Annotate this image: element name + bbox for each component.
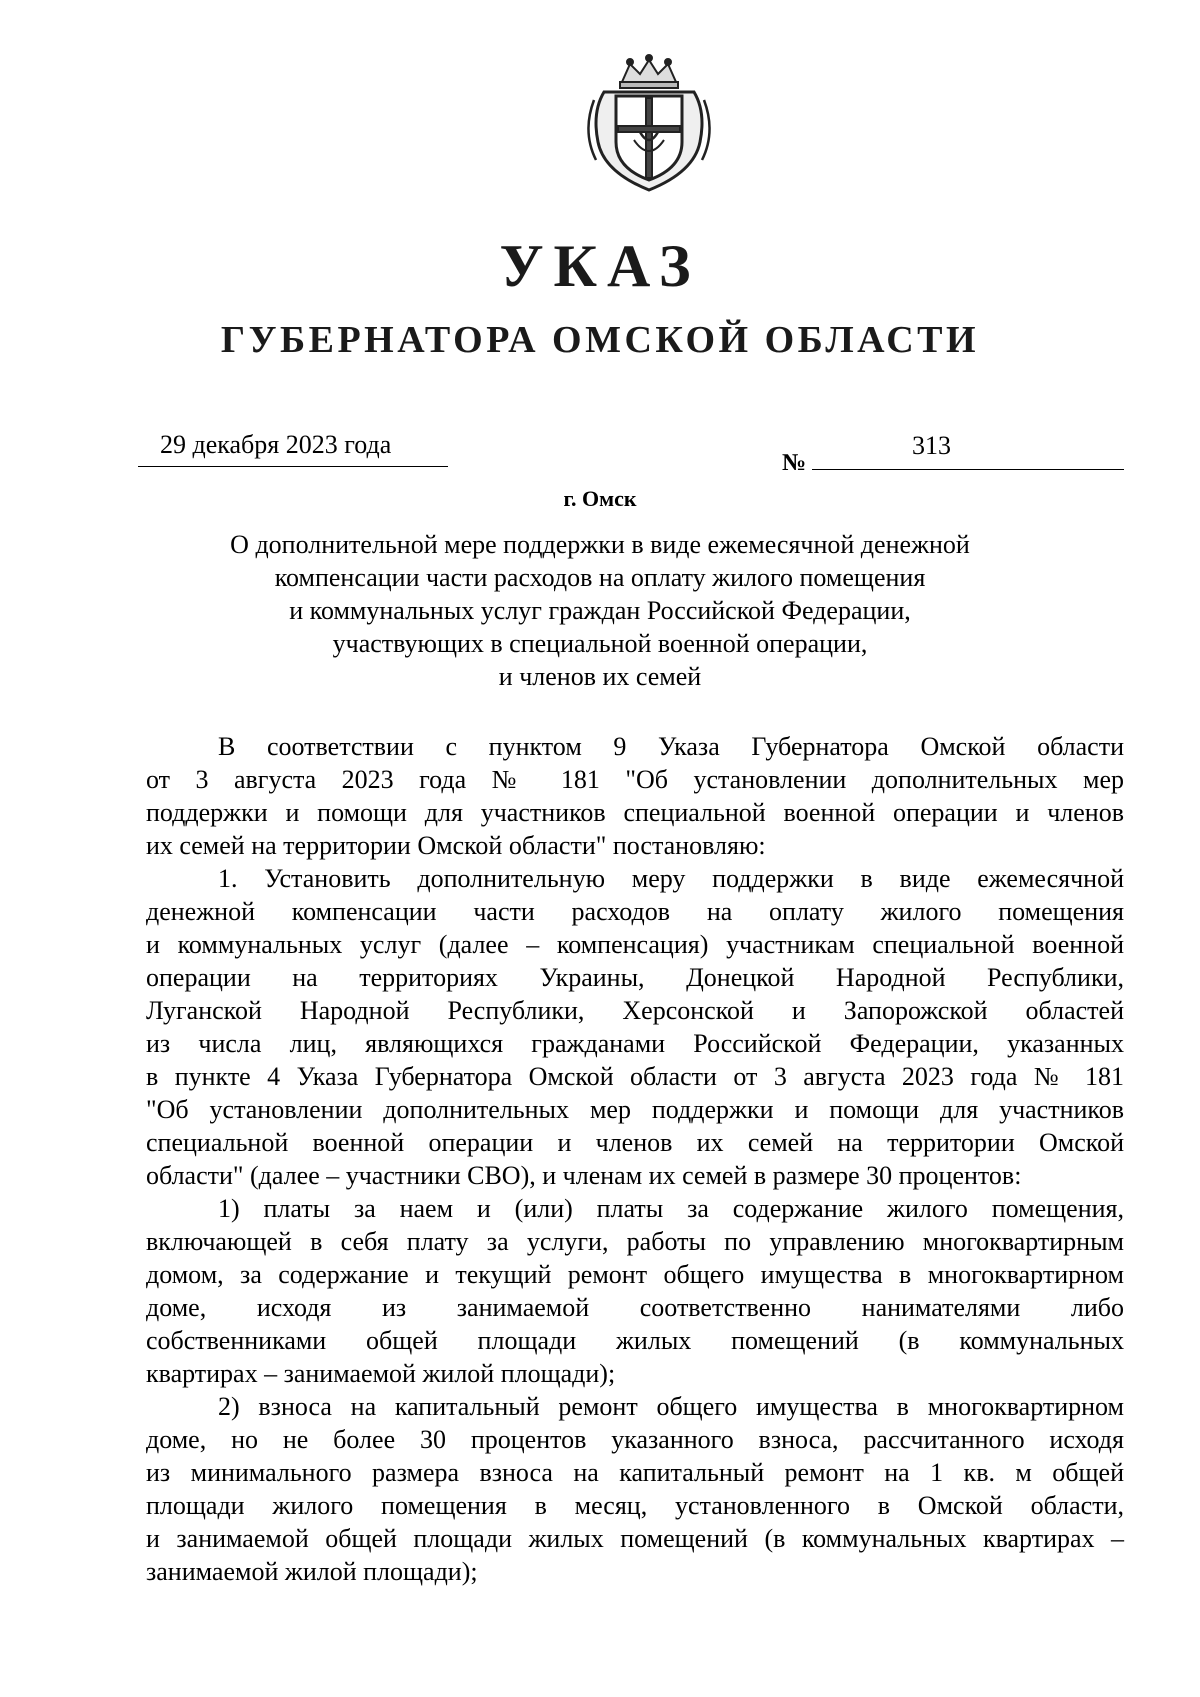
- paragraph-item-1: [146, 862, 1124, 1192]
- document-subtitle: ГУБЕРНАТОРА ОМСКОЙ ОБЛАСТИ: [220, 319, 980, 361]
- text-line: площади жилого помещения в месяц, установленного в Омской области,: [146, 1491, 1124, 1520]
- document-number: 313: [912, 431, 951, 460]
- text-line: из минимального размера взноса на капитальный ремонт на 1 кв. м общей: [146, 1458, 1124, 1487]
- heading-line: и членов их семей: [498, 662, 702, 691]
- text-line: В соответствии с пунктом 9 Указа Губернатора Омской области: [218, 732, 1124, 761]
- text-line: операции на территориях Украины, Донецкой Народной Республики,: [146, 963, 1124, 992]
- text-line: 1. Установить дополнительную меру поддержки в виде ежемесячной: [218, 864, 1124, 893]
- document-title: УКАЗ: [499, 233, 701, 299]
- heading-line: и коммунальных услуг граждан Российской Федерации,: [289, 596, 911, 625]
- text-line: Луганской Народной Республики, Херсонской и Запорожской областей: [146, 996, 1124, 1025]
- heading-line: участвующих в специальной военной операции,: [332, 629, 868, 658]
- date-underline: [138, 466, 448, 467]
- text-line: специальной военной операции и членов их семей на территории Омской: [146, 1128, 1124, 1157]
- text-line: 1) платы за наем и (или) платы за содержание жилого помещения,: [218, 1194, 1124, 1223]
- text-line: домом, за содержание и текущий ремонт общего имущества в многоквартирном: [146, 1260, 1124, 1289]
- text-line: из числа лиц, являющихся гражданами Российской Федерации, указанных: [146, 1029, 1124, 1058]
- text-line: в пункте 4 Указа Губернатора Омской области от 3 августа 2023 года № 181: [146, 1062, 1124, 1091]
- paragraph-subitem-2: [146, 1390, 1124, 1588]
- coat-of-arms-emblem: [574, 52, 724, 194]
- paragraph-subitem-1: [146, 1192, 1124, 1390]
- text-line: доме, но не более 30 процентов указанного взноса, рассчитанного исходя: [146, 1425, 1124, 1454]
- text-line: поддержки и помощи для участников специальной военной операции и членов: [146, 798, 1124, 827]
- text-line: "Об установлении дополнительных мер поддержки и помощи для участников: [146, 1095, 1124, 1124]
- text-line: денежной компенсации части расходов на оплату жилого помещения: [146, 897, 1124, 926]
- text-line: области" (далее – участники СВО), и членам их семей в размере 30 процентов:: [146, 1161, 1022, 1190]
- number-underline: [812, 469, 1124, 470]
- text-line: 2) взноса на капитальный ремонт общего имущества в многоквартирном: [218, 1392, 1124, 1421]
- number-label: №: [782, 450, 807, 476]
- text-line: включающей в себя плату за услуги, работы по управлению многоквартирным: [146, 1227, 1124, 1256]
- text-line: и коммунальных услуг (далее – компенсация) участникам специальной военной: [146, 930, 1124, 959]
- text-line: квартирах – занимаемой жилой площади);: [146, 1359, 616, 1388]
- document-heading: [0, 528, 1200, 693]
- text-line: и занимаемой общей площади жилых помещений (в коммунальных квартирах –: [146, 1524, 1124, 1553]
- document-city: г. Омск: [563, 486, 637, 511]
- text-line: занимаемой жилой площади);: [146, 1557, 478, 1586]
- text-line: их семей на территории Омской области" постановляю:: [146, 831, 766, 860]
- text-line: доме, исходя из занимаемой соответственно нанимателями либо: [146, 1293, 1124, 1322]
- document-body: [146, 730, 1124, 1588]
- heading-line: О дополнительной мере поддержки в виде ежемесячной денежной: [230, 530, 970, 559]
- text-line: от 3 августа 2023 года № 181 "Об установлении дополнительных мер: [146, 765, 1124, 794]
- document-date: 29 декабря 2023 года: [160, 430, 392, 459]
- paragraph-preamble: [146, 730, 1124, 862]
- heading-line: компенсации части расходов на оплату жилого помещения: [274, 563, 926, 592]
- text-line: собственниками общей площади жилых помещений (в коммунальных: [146, 1326, 1124, 1355]
